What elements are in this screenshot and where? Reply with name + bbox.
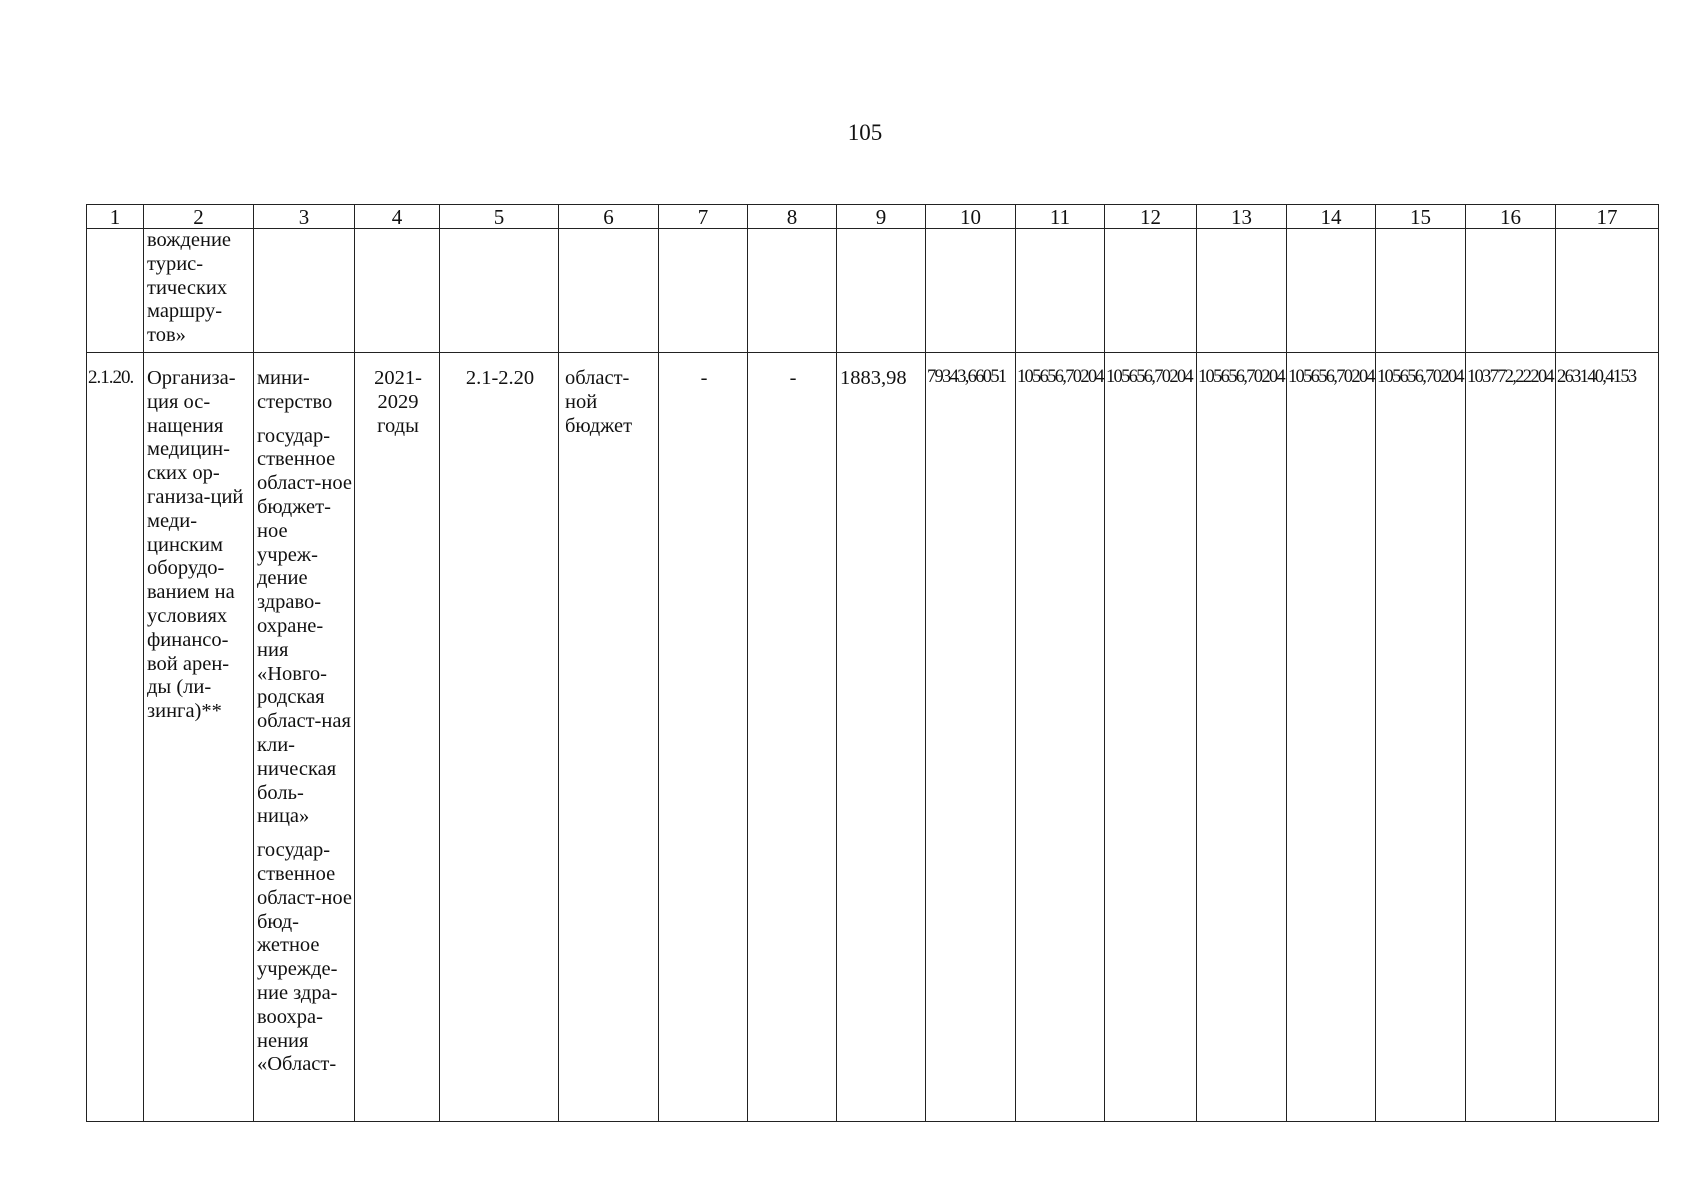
measure-name: Организа-ция ос-нащения медицин-ских ор-ганиза-ций меди-цинским оборудо-ванием на условиях финансо-вой арен-ды (ли-зинга)** (147, 367, 244, 723)
header-cell: 11 (1016, 205, 1105, 229)
empty-cell (1016, 229, 1105, 353)
empty-cell (748, 229, 837, 353)
table-cell (837, 353, 926, 1122)
table-cell (144, 229, 254, 353)
table-cell (87, 353, 144, 1122)
header-cell: 15 (1376, 205, 1466, 229)
empty-cell (87, 229, 144, 353)
empty-cell (659, 229, 748, 353)
empty-cell (1376, 229, 1466, 353)
executor-text: государ-ственное област-ное бюджет-ное учреж-дение здраво-охране-ния «Новго-родская област-ная кли-ническая боль-ница» (257, 424, 352, 828)
table-cell (1466, 353, 1556, 1122)
value-cell: 105656,70204 (1377, 367, 1463, 387)
header-cell: 14 (1287, 205, 1376, 229)
empty-cell (559, 229, 659, 353)
empty-cell (440, 229, 559, 353)
empty-cell (254, 229, 355, 353)
executor-text: государ-ственное област-ное бюд-жетное учрежде-ние здра-воохра-нения «Област- (257, 839, 352, 1076)
header-cell: 16 (1466, 205, 1556, 229)
header-cell: 7 (659, 205, 748, 229)
cell-text: вождение турис-тических маршру-тов» (147, 229, 232, 347)
empty-cell (1287, 229, 1376, 353)
value-cell: 105656,70204 (1106, 367, 1192, 387)
header-cell: 8 (748, 205, 837, 229)
period-text: 2021-2029 годы (374, 367, 422, 437)
empty-cell (1105, 229, 1197, 353)
header-cell: 5 (440, 205, 559, 229)
table-cell (254, 353, 355, 1122)
value-cell: 105656,70204 (1017, 367, 1103, 387)
header-cell: 4 (355, 205, 440, 229)
table-cell (144, 353, 254, 1122)
table-cell (1105, 353, 1197, 1122)
header-cell: 2 (144, 205, 254, 229)
continued-row (87, 229, 1659, 353)
header-cell: 17 (1556, 205, 1659, 229)
item-code: 2.1.20. (88, 367, 134, 388)
value-cell: 105656,70204 (1198, 367, 1284, 387)
value-cell: 103772,22204 (1467, 367, 1553, 387)
value-cell: 1883,98 (840, 367, 907, 389)
value-cell: - (700, 367, 708, 389)
empty-cell (926, 229, 1016, 353)
header-row (87, 205, 1659, 229)
header-cell: 12 (1105, 205, 1197, 229)
table-cell (1197, 353, 1287, 1122)
table-cell (440, 353, 559, 1122)
funding-source: област-ной бюджет (565, 367, 633, 437)
empty-cell (1197, 229, 1287, 353)
table-cell (1376, 353, 1466, 1122)
header-cell: 6 (559, 205, 659, 229)
header-cell: 1 (87, 205, 144, 229)
value-cell: 263140,4153 (1557, 367, 1636, 387)
empty-cell (1466, 229, 1556, 353)
table-cell (1016, 353, 1105, 1122)
executor-text: мини-стерство (257, 367, 333, 413)
empty-cell (355, 229, 440, 353)
table-cell (1287, 353, 1376, 1122)
table-cell (659, 353, 748, 1122)
table-cell (559, 353, 659, 1122)
page-number: 105 (847, 120, 883, 145)
value-cell: 79343,66051 (927, 367, 1006, 387)
table-cell (1556, 353, 1659, 1122)
value-cell: - (789, 367, 797, 389)
header-cell: 10 (926, 205, 1016, 229)
value-cell: 105656,70204 (1288, 367, 1374, 387)
table-cell (926, 353, 1016, 1122)
table-cell (355, 353, 440, 1122)
table-cell (748, 353, 837, 1122)
target-indicator: 2.1-2.20 (465, 367, 535, 389)
budget-table (86, 204, 1659, 1122)
table-row (87, 353, 1659, 1122)
empty-cell (1556, 229, 1659, 353)
header-cell: 3 (254, 205, 355, 229)
empty-cell (837, 229, 926, 353)
header-cell: 9 (837, 205, 926, 229)
header-cell: 13 (1197, 205, 1287, 229)
